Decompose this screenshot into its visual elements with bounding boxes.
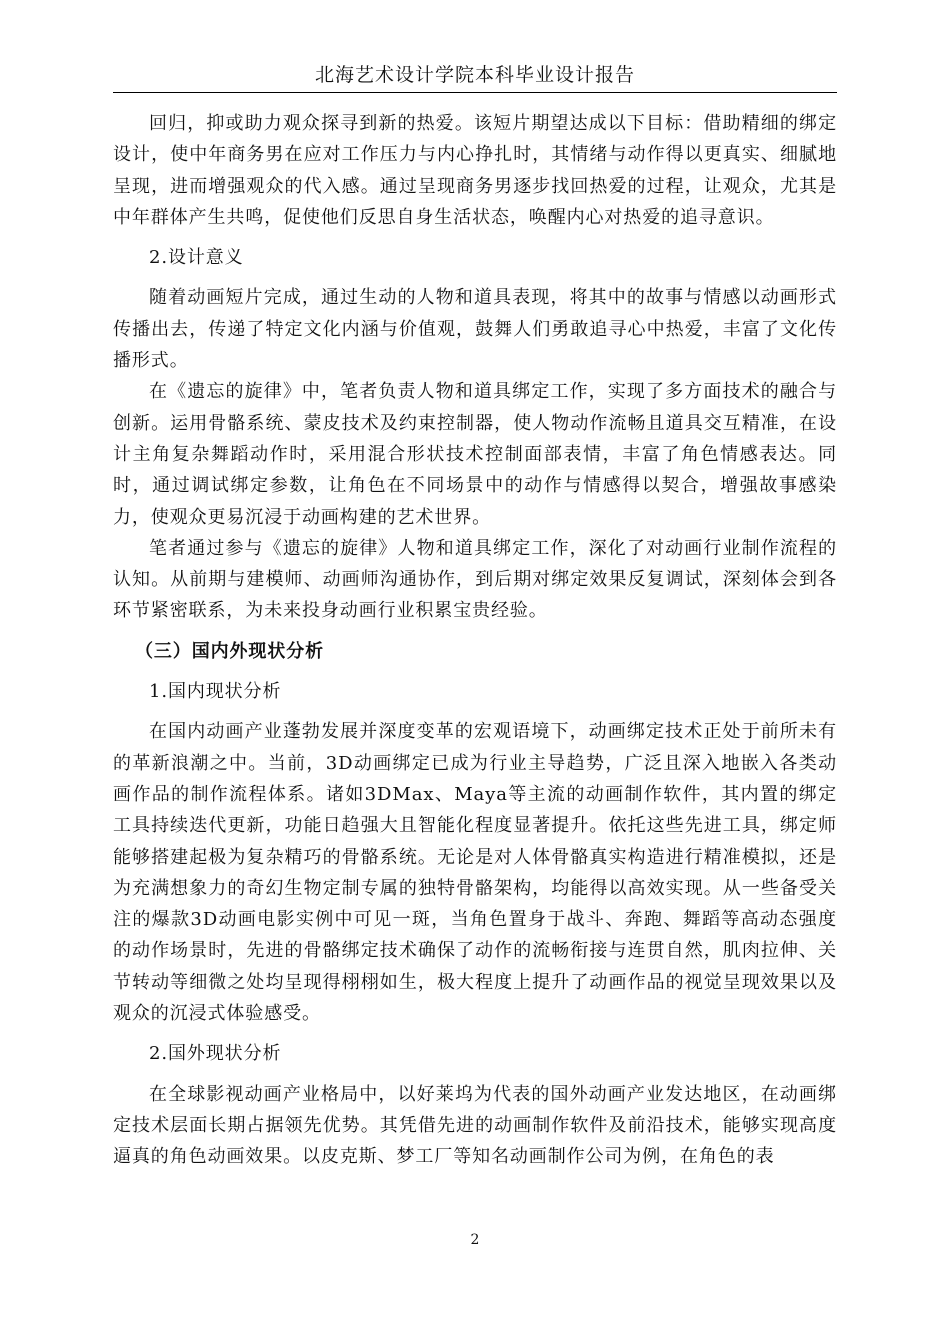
- heading-domestic-status: 1.国内现状分析: [149, 681, 282, 703]
- page-number: 2: [470, 1232, 480, 1248]
- paragraph-significance: 随着动画短片完成，通过生动的人物和道具表现，将其中的故事与情感以动画形式传播出去，传递了特定文化内涵与价值观，鼓舞人们勇敢追寻心中热爱，丰富了文化传播形式。: [113, 287, 837, 372]
- header-rule: [113, 92, 837, 93]
- heading-design-significance: 2.设计意义: [149, 247, 244, 269]
- paragraph-goals: 回归，抑或助力观众探寻到新的热爱。该短片期望达成以下目标：借助精细的绑定设计，使中年商务男在应对工作压力与内心挣扎时，其情绪与动作得以更真实、细腻地呈现，进而增强观众的代入感。通过呈现商务男逐步找回热爱的过程，让观众，尤其是中年群体产生共鸣，促使他们反思自身生活状态，唤醒内心对热爱的追寻意识。: [113, 113, 837, 228]
- body-content: [113, 108, 837, 1173]
- paragraph-technical-work: 在《遗忘的旋律》中，笔者负责人物和道具绑定工作，实现了多方面技术的融合与创新。运用骨骼系统、蒙皮技术及约束控制器，使人物动作流畅且道具交互精准，在设计主角复杂舞蹈动作时，采用混合形状技术控制面部表情，丰富了角色情感表达。同时，通过调试绑定参数，让角色在不同场景中的动作与情感得以契合，增强故事感染力，使观众更易沉浸于动画构建的艺术世界。: [113, 381, 837, 528]
- heading-foreign-status: 2.国外现状分析: [149, 1043, 282, 1065]
- paragraph-industry-understanding: 笔者通过参与《遗忘的旋律》人物和道具绑定工作，深化了对动画行业制作流程的认知。从前期与建模师、动画师沟通协作，到后期对绑定效果反复调试，深刻体会到各环节紧密联系，为未来投身动画行业积累宝贵经验。: [113, 537, 837, 622]
- heading-section-3: （三）国内外现状分析: [135, 640, 324, 662]
- paragraph-foreign-status: 在全球影视动画产业格局中，以好莱坞为代表的国外动画产业发达地区，在动画绑定技术层面长期占据领先优势。其凭借先进的动画制作软件及前沿技术，能够实现高度逼真的角色动画效果。以皮克斯、梦工厂等知名动画制作公司为例，在角色的表: [113, 1083, 837, 1168]
- paragraph-domestic-status: 在国内动画产业蓬勃发展并深度变革的宏观语境下，动画绑定技术正处于前所未有的革新浪潮之中。当前，3D动画绑定已成为行业主导趋势，广泛且深入地嵌入各类动画作品的制作流程体系。诸如3DMax、Maya等主流的动画制作软件，其内置的绑定工具持续迭代更新，功能日趋强大且智能化程度显著提升。依托这些先进工具，绑定师能够搭建起极为复杂精巧的骨骼系统。无论是对人体骨骼真实构造进行精准模拟，还是为充满想象力的奇幻生物定制专属的独特骨骼架构，均能得以高效实现。从一些备受关注的爆款3D动画电影实例中可见一斑，当角色置身于战斗、奔跑、舞蹈等高动态强度的动作场景时，先进的骨骼绑定技术确保了动作的流畅衔接与连贯自然，肌肉拉伸、关节转动等细微之处均呈现得栩栩如生，极大程度上提升了动画作品的视觉呈现效果以及观众的沉浸式体验感受。: [113, 721, 837, 1025]
- page-header: 北海艺术设计学院本科毕业设计报告: [314, 64, 635, 86]
